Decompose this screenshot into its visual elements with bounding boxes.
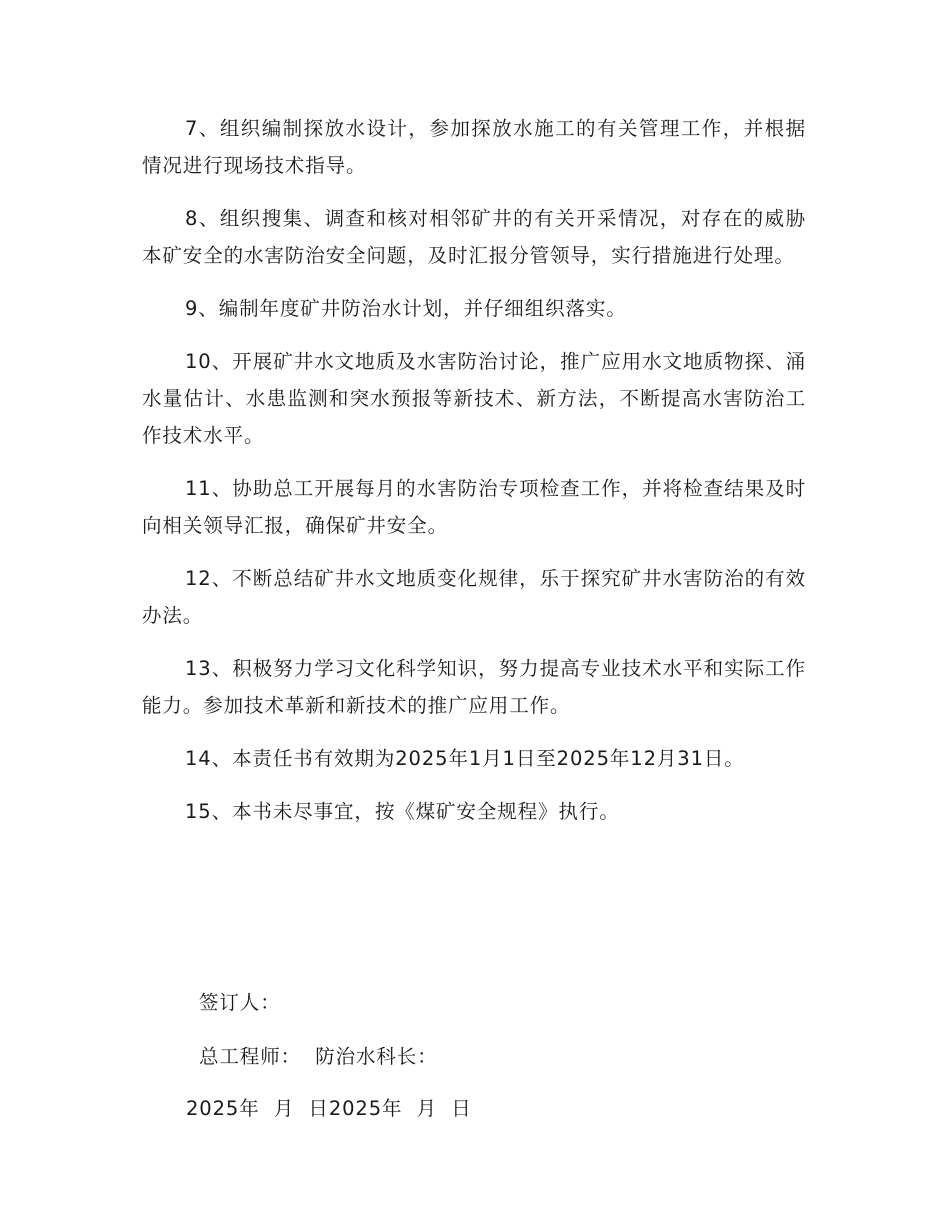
clause-14: 14、本责任书有效期为2025年1月1日至2025年12月31日。 — [185, 747, 745, 770]
clause-11: 11、协助总工开展每月的水害防治专项检查工作，并将检查结果及时向相关领导汇报，确保矿井安全。 — [142, 477, 806, 537]
clause-10: 10、开展矿井水文地质及水害防治讨论，推广应用水文地质物探、涌水量估计、水患监测和突水预报等新技术、新方法，不断提高水害防治工作技术水平。 — [142, 350, 806, 447]
clause-15: 15、本书未尽事宜，按《煤矿安全规程》执行。 — [185, 800, 620, 823]
clause-12: 12、不断总结矿井水文地质变化规律，乐于探究矿井水害防治的有效办法。 — [142, 567, 806, 627]
document-body — [142, 110, 806, 846]
signature-dates: 2025年 月 日2025年 月 日 — [186, 1097, 472, 1120]
clause-13: 13、积极努力学习文化科学知识，努力提高专业技术水平和实际工作能力。参加技术革新和新技术的推广应用工作。 — [142, 657, 806, 717]
clause-8: 8、组织搜集、调查和核对相邻矿井的有关开采情况，对存在的威胁本矿安全的水害防治安全问题，及时汇报分管领导，实行措施进行处理。 — [142, 207, 806, 267]
clause-7: 7、组织编制探放水设计，参加探放水施工的有关管理工作，并根据情况进行现场技术指导。 — [142, 117, 806, 177]
signatory-label: 签订人： — [199, 991, 281, 1014]
clause-9: 9、编制年度矿井防治水计划，并仔细组织落实。 — [185, 297, 627, 320]
signature-roles: 总工程师： 防治水科长： — [199, 1045, 438, 1068]
